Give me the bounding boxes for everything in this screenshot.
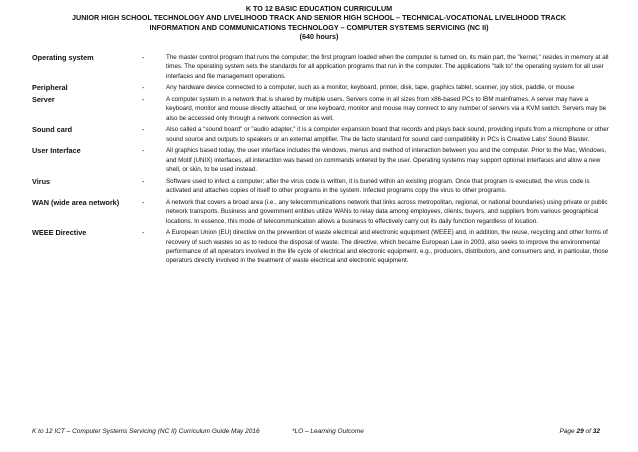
footer-guide-title: K to 12 ICT – Computer Systems Servicing (NC II) Curriculum Guide May 2016: [32, 428, 260, 435]
term-separator: -: [142, 146, 145, 156]
page-prefix: Page: [559, 428, 577, 435]
glossary-term: Virus: [32, 176, 51, 186]
document-header: [20, 4, 618, 41]
glossary-term: Server: [32, 95, 55, 104]
glossary-definition: A network that covers a broad area (i.e., any telecommunications network that links across metropolitan, regional, or national boundaries) using private or public network transports. Business and government entities utilize WANs to relay data among employees, clients, buyers, and suppliers from various geographical locations. In essence, this mode of telecommunication allows a business to effectively carry out its daily function regardless of location.: [166, 198, 608, 225]
glossary-definition: A computer system in a network that is shared by multiple users. Servers come in all sizes from x86-based PCs to IBM mainframes. A server may have a keyboard, monitor and mouse directly attached, or one keyboard, monitor and mouse may connect to any number of servers via a KVM switch. Servers may be also be accessed only through a network connection as well.: [166, 96, 607, 122]
glossary-entry: [32, 228, 612, 266]
glossary-term: WAN (wide area network): [32, 197, 120, 207]
course-hours: (640 hours): [299, 31, 339, 41]
term-separator: -: [142, 53, 145, 62]
glossary-term: WEEE Directive: [32, 228, 87, 238]
glossary-term: User Interface: [32, 146, 81, 156]
glossary-entry: [32, 146, 612, 174]
term-separator: -: [142, 176, 145, 186]
glossary-entry: [32, 53, 612, 81]
glossary-definition: The master control program that runs the computer; the first program loaded when the computer is turned on, its main part, the "kernel," resides in memory at all times. The operating system sets the standards for all application programs that run in the computer. The applications "talk to" the operating system for all user interfaces and file management operations.: [166, 54, 609, 80]
glossary-definition: Any hardware device connected to a computer, such as a monitor, keyboard, printer, disk, tape, graphics tablet, scanner, joy stick, paddle, or mouse: [166, 84, 575, 92]
term-separator: -: [142, 95, 145, 104]
glossary-list: [32, 53, 612, 268]
term-separator: -: [142, 83, 145, 93]
glossary-term: Operating system: [32, 53, 94, 62]
page-of: of: [583, 428, 593, 435]
glossary-entry: [32, 95, 612, 123]
term-separator: -: [142, 228, 145, 238]
total-pages: 32: [592, 428, 600, 435]
glossary-term: Sound card: [32, 125, 73, 135]
track-title: JUNIOR HIGH SCHOOL TECHNOLOGY AND LIVELIHOOD TRACK AND SENIOR HIGH SCHOOL – TECHNICAL-VOCATIONAL LIVELIHOOD TRACK: [72, 13, 566, 23]
glossary-definition: A European Union (EU) directive on the prevention of waste electrical and electronic equipment (WEEE) and, in addition, the reuse, recycling and other forms of recovery of such wastes so as to reduce the disposal of waste. The directive, which became European Law in 2003, also seeks to improve the environmental performance of all operators involved in the life cycle of electrical and electronic equipment, e.g., producers, distributors, and consumers and, in particular, those operators directly involved in the treatment of waste electrical and electronic equipment.: [166, 229, 609, 265]
term-separator: -: [142, 125, 145, 135]
current-page: 29: [576, 428, 584, 435]
glossary-entry: [32, 83, 612, 92]
footer-lo-note: *LO – Learning Outcome: [292, 428, 364, 435]
glossary-entry: [32, 198, 612, 226]
glossary-definition: Software used to infect a computer; after the virus code is written, it is buried within an existing program. Once that program is executed, the virus code is activated and attaches copies of itself to other programs in the system. Infected programs copy the virus to other programs.: [166, 177, 590, 195]
course-title: INFORMATION AND COMMUNICATIONS TECHNOLOGY – COMPUTER SYSTEMS SERVICING (NC II): [149, 22, 489, 32]
glossary-entry: [32, 125, 612, 144]
glossary-entry: [32, 177, 612, 196]
term-separator: -: [142, 197, 145, 207]
glossary-definition: All graphics based today, the user interface includes the windows, menus and method of interaction between you and the computer. Prior to the Mac, Windows, and Motif (UNIX) interfaces, all interaction was based on commands entered by the user. Operating systems may support optional interfaces and allow a new shell, or skin, to be used instead.: [166, 147, 607, 174]
curriculum-title: K TO 12 BASIC EDUCATION CURRICULUM: [245, 4, 393, 13]
glossary-term: Peripheral: [32, 83, 68, 93]
page-number: [559, 427, 600, 436]
glossary-definition: Also called a "sound board" or "audio adapter," it is a computer expansion board that records and plays back sound, providing inputs from a microphone or other sound source and outputs to speakers or an external amplifier. The de facto standard for sound card compatibility in PCs is Creative Labs' Sound Blaster.: [166, 126, 609, 143]
